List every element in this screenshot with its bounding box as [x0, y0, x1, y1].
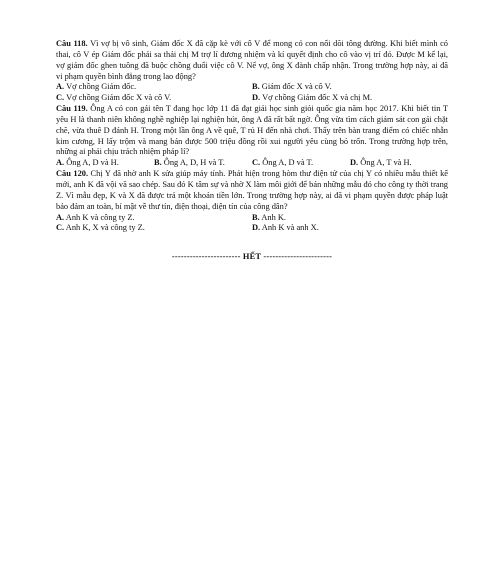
question-120 [56, 169, 448, 234]
end-marker: ----------------------- HẾT ----------------------- [171, 252, 333, 262]
option-a: A. Vợ chồng Giám đốc. [56, 82, 137, 92]
option-d: D. Anh K và anh X. [252, 223, 319, 233]
options-row [56, 93, 448, 104]
question-text: Câu 120. Chị Y đã nhờ anh K sửa giúp máy tính. Phát hiện trong hòm thư điện tử của chị Y có nhiều mẫu thiết kế mới, anh K đã vội vã sao chép. Sau đó K tâm sự và nhờ X làm môi giới để bán những mẫu đó cho công ty thời trang Z. Vì mẫu đẹp, K và X đã được trả một khoản tiền lớn. Trong trường hợp này, ai đã vi phạm quyền được pháp luật bảo đảm an toàn, bí mật về thư tín, điện thoại, điện tín của công dân? [56, 169, 448, 211]
option-b: B. Anh K. [252, 212, 286, 222]
exam-page [56, 39, 448, 263]
option-a: A. Ông A, D và H. [56, 158, 119, 168]
question-number: Câu 118. [56, 39, 88, 48]
question-number: Câu 120. [56, 169, 89, 179]
options-row [56, 213, 448, 224]
option-b: B. Giám đốc X và cô V. [252, 82, 332, 92]
option-a: A. Anh K và công ty Z. [56, 212, 135, 222]
option-b: B. Ông A, D, H và T. [154, 158, 225, 168]
option-c: C. Ông A, D và T. [252, 158, 314, 168]
question-119 [56, 104, 448, 169]
option-d: D. Ông A, T và H. [350, 158, 412, 168]
option-c: C. Vợ chồng Giám đốc X và cô V. [56, 93, 172, 103]
question-text: Câu 119. Ông A có con gái tên T đang học lớp 11 đã đạt giải học sinh giỏi quốc gia năm học 2017. Khi biết tin T yêu H là thanh niên không nghề nghiệp lại nghiện hút, ông A đã rất bất ngờ. Ông vừa tìm cách giám sát con gái chặt chẽ, vừa thuê D đánh H. Trong một lần ông A về quê, T rủ H đến nhà chơi. Thấy trên bàn trang điểm có chiếc nhẫn kim cương, H lấy trộm và mang bán được 500 triệu đồng rồi xui người yêu cùng bỏ trốn. Trong trường hợp trên, những ai phải chịu trách nhiệm pháp lí? [56, 104, 448, 157]
options-row [56, 223, 448, 234]
options-row [56, 82, 448, 93]
options-row [56, 158, 448, 169]
question-text: Câu 118. Vì vợ bị vô sinh, Giám đốc X đã cặp kè với cô V để mong có con nối dõi tông đường. Khi biết mình có thai, cô V ép Giám đốc phải sa thải chị M trợ lí đương nhiệm và kí quyết định cho cô vào vị trí đó. Được M kể lại, vợ giám đốc ghen tuông đã buộc chồng đuổi việc cô V. Nể vợ, ông X đành chấp nhận. Trong trường hợp này, ai đã vi phạm quyền bình đẳng trong lao động? [56, 39, 448, 81]
question-118 [56, 39, 448, 104]
option-d: D. Vợ chồng Giám đốc X và chị M. [252, 93, 373, 103]
question-number: Câu 119. [56, 104, 88, 114]
option-c: C. Anh K, X và công ty Z. [56, 223, 145, 233]
